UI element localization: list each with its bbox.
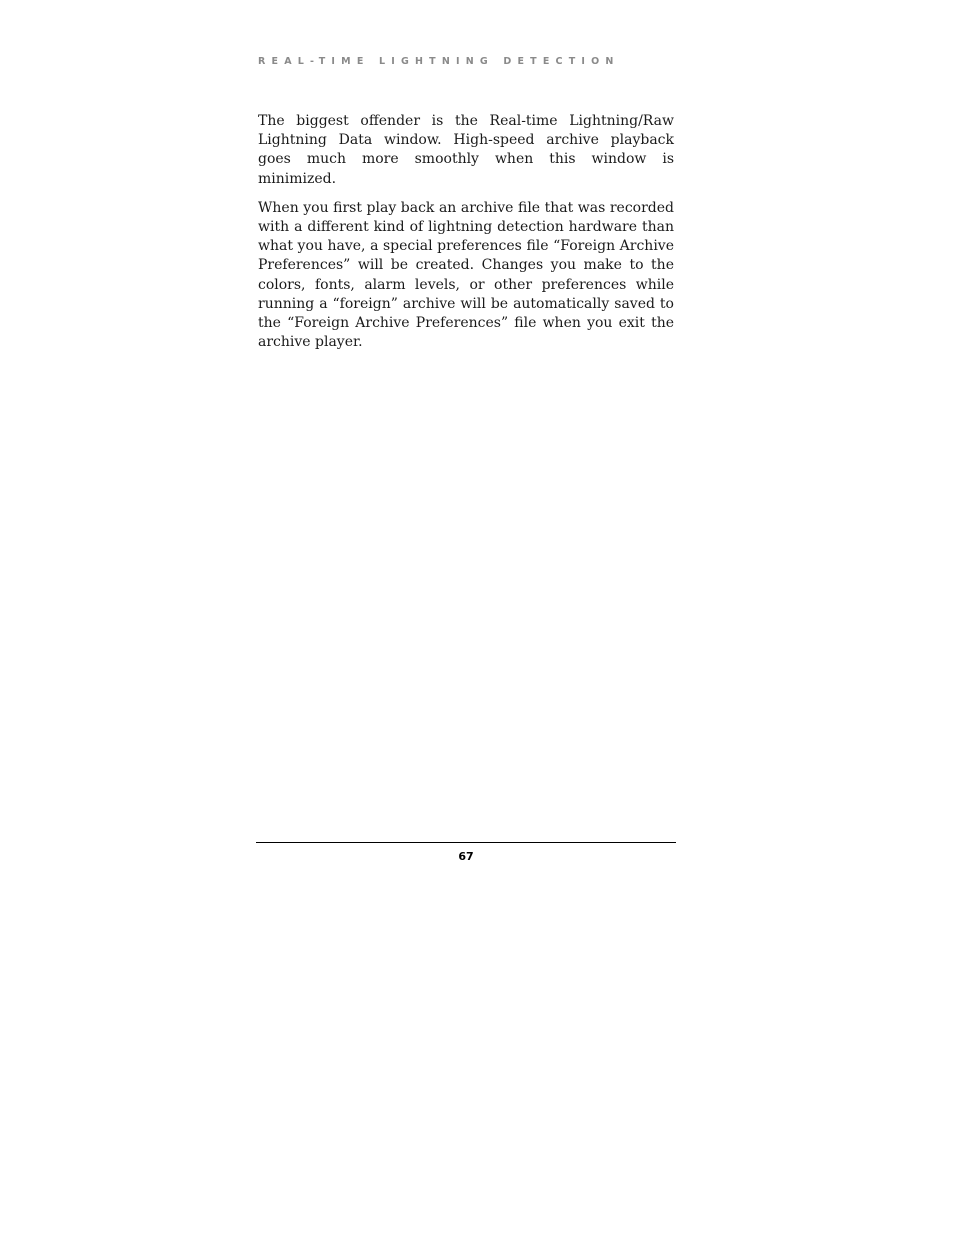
paragraph-foreign-archive-preferences: When you first play back an archive file that was recorded with a different kind of lightning detection hardware than what you have, a special preferences file “Foreign Archive Preferences” will be created. Changes you make to the colors, fonts, alarm levels, or other preferences while running a “foreign” archive will be automatically saved to the “Foreign Archive Preferences” file when you exit the archive player. — [258, 199, 674, 351]
footer-divider — [256, 842, 676, 843]
body-text — [258, 112, 674, 362]
running-header: REAL-TIME LIGHTNING DETECTION — [258, 56, 620, 67]
page-number: 67 — [458, 850, 474, 863]
paragraph-playback-performance: The biggest offender is the Real-time Lightning/Raw Lightning Data window. High-speed archive playback goes much more smoothly when this window is minimized. — [258, 113, 674, 187]
